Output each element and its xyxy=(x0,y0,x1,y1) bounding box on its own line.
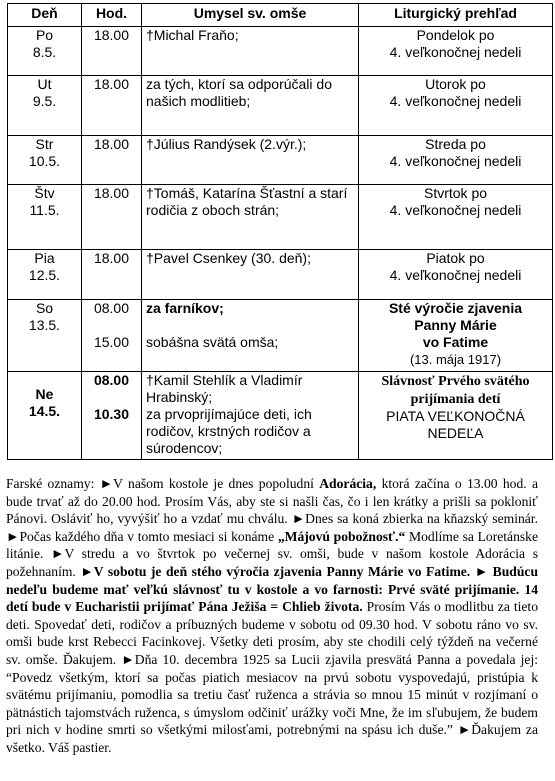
liturgy-cell xyxy=(359,136,553,185)
day-date: 14.5. xyxy=(28,403,61,419)
header-hour: Hod. xyxy=(82,4,142,27)
day-name: Ne xyxy=(35,386,54,402)
liturgy-line: Slávnosť Prvého svätého prijímania detí xyxy=(381,374,530,407)
day-name: Štv xyxy=(34,185,55,201)
table-header-row xyxy=(8,4,553,27)
hour-cell: 18.00 xyxy=(82,76,142,136)
liturgy-line: 4. veľkonočnej nedeli xyxy=(389,202,522,218)
intent-value: za prvoprijímajúce deti, ich rodičov, krstných rodičov a súrodencov; xyxy=(146,406,312,456)
liturgy-line: 4. veľkonočnej nedeli xyxy=(389,153,522,169)
liturgy-line: 4. veľkonočnej nedeli xyxy=(389,267,522,283)
day-cell xyxy=(8,250,82,300)
day-date: 11.5. xyxy=(29,202,60,218)
liturgy-cell xyxy=(359,185,553,250)
day-cell xyxy=(8,76,82,136)
hour-value: 10.30 xyxy=(93,406,130,422)
hour-value: 08.00 xyxy=(93,372,130,388)
liturgy-line: 4. veľkonočnej nedeli xyxy=(389,93,522,109)
hour-cell: 18.00 xyxy=(82,185,142,250)
hour-cell xyxy=(82,300,142,372)
day-cell xyxy=(8,300,82,372)
day-date: 12.5. xyxy=(28,267,61,283)
liturgy-line: Sté výročie zjavenia xyxy=(388,300,523,316)
day-date: 9.5. xyxy=(32,93,57,109)
table-row xyxy=(8,185,553,250)
intent-cell xyxy=(142,372,359,460)
hour-cell xyxy=(82,372,142,460)
liturgy-line: PIATA VEĽKONOČNÁ NEDEĽA xyxy=(386,408,525,441)
hour-cell: 18.00 xyxy=(82,250,142,300)
header-intent: Umysel sv. omše xyxy=(142,4,359,27)
day-date: 8.5. xyxy=(32,44,57,60)
parish-announcements xyxy=(6,475,538,757)
day-name: Str xyxy=(35,136,54,152)
liturgy-line: Streda po xyxy=(425,136,486,152)
announcement-text: ktorá začína o 13.00 hod. a bude trvať až do 20.00 hod. Prosím Vás, aby ste si našli čas, čo i len krátky a prišli sa pokloniť Pánovi. Osláviť ho, vyvýšiť ho a vzdať mu chválu. ►Dnes sa koná zbierka na kňazský seminár. ►Počas každého dňa v tomto mesiaci si konáme xyxy=(6,476,538,544)
announcement-bold: Adorácia, xyxy=(319,476,377,491)
liturgy-line: 4. veľkonočnej nedeli xyxy=(389,44,522,60)
intent-value: †Kamil Stehlík a Vladimír Hrabinský; xyxy=(146,372,303,405)
table-row xyxy=(8,27,553,76)
header-day: Deň xyxy=(8,4,82,27)
announcement-text: Farské oznamy: ►V našom kostole je dnes popoludní xyxy=(6,476,320,491)
day-date: 13.5. xyxy=(28,317,61,333)
table-row-sunday xyxy=(8,372,553,460)
intent-cell: †Tomáš, Katarína Šťastní a starí rodičia z oboch strán; xyxy=(142,185,359,250)
announcement-bold: „Májovú pobožnosť.“ xyxy=(277,528,406,544)
intent-cell xyxy=(142,300,359,372)
liturgy-cell xyxy=(359,300,553,372)
liturgy-cell xyxy=(359,372,553,460)
intent-cell: †Michal Fraňo; xyxy=(142,27,359,76)
liturgy-line: (13. mája 1917) xyxy=(409,352,502,367)
hour-value: 08.00 xyxy=(93,300,130,316)
day-name: Ut xyxy=(37,76,52,92)
announcement-text: Modlíme sa Loretánske litánie. ►V stredu a vo štvrtok po večernej sv. omši, bude v našom kostole Adorácia s požehnaním. xyxy=(6,528,538,579)
day-cell xyxy=(8,372,82,460)
day-date: 10.5. xyxy=(28,153,61,169)
intent-value: sobášna svätá omša; xyxy=(146,334,279,350)
liturgy-line: Stvrtok po xyxy=(423,185,488,201)
day-cell xyxy=(8,27,82,76)
liturgy-line: vo Fatime xyxy=(422,334,489,350)
intent-cell: †Július Randýsek (2.výr.); xyxy=(142,136,359,185)
liturgy-line: Panny Márie xyxy=(414,317,497,333)
liturgy-line: Pondelok po xyxy=(416,27,495,43)
day-cell xyxy=(8,136,82,185)
hour-cell: 18.00 xyxy=(82,136,142,185)
intent-cell: †Pavel Csenkey (30. deň); xyxy=(142,250,359,300)
table-row-saturday xyxy=(8,300,553,372)
liturgy-cell xyxy=(359,250,553,300)
liturgy-cell xyxy=(359,27,553,76)
header-liturgy: Liturgický prehľad xyxy=(359,4,553,27)
intent-value: za farníkov; xyxy=(146,300,224,316)
table-row xyxy=(8,136,553,185)
day-name: So xyxy=(35,300,54,316)
announcement-bold: ►V sobotu je deň stého výročia zjavenia Panny Márie vo Fatime. ► Budúcu nedeľu budeme mať veľkú slávnosť tu v kostole a vo farnosti: Prvé sväté prijímanie. 14 detí bude v Eucharistii prijímať Pána Ježiša = Chlieb života. xyxy=(6,563,539,615)
hour-cell: 18.00 xyxy=(82,27,142,76)
table-row xyxy=(8,250,553,300)
announcement-text: Prosím Vás o modlitbu za tieto deti. Spovedať deti, rodičov a príbuzných budeme v sobotu od 09.30 hod. V sobotu ráno vo sv. omši bude krst Rebecci Facinkovej. Všetky deti prosím, aby ste chodili celý týždeň na večerné sv. omše. Ďakujem. ►Dňa 10. decembra 1925 sa Lucii zjavila presvätá Panna a povedala jej: “Povedz všetkým, ktorí sa počas piatich mesiacov na prvú sobotu vyspovedajú, pristúpia k svätému prijímaniu, pomodlia sa tretiu časť ruženca a strávia so mnou 15 minút v rozjímaní o pätnástich tajomstvách ruženca, s úmyslom odčiniť urážky voči Mne, že im sľubujem, že budem pri nich v hodine smrti so všetkými milosťami, potrebnými na spásu ich duše.” ►Ďakujem za všetko. Váš pastier. xyxy=(6,599,538,755)
liturgy-line: Piatok po xyxy=(426,250,485,266)
mass-schedule-table xyxy=(7,3,553,460)
day-cell xyxy=(8,185,82,250)
table-row xyxy=(8,76,553,136)
day-name: Pia xyxy=(34,250,55,266)
intent-cell: za tých, ktorí sa odporúčali do našich modlitieb; xyxy=(142,76,359,136)
hour-value: 15.00 xyxy=(93,334,130,350)
liturgy-cell xyxy=(359,76,553,136)
day-name: Po xyxy=(35,27,54,43)
liturgy-line: Utorok po xyxy=(425,76,486,92)
